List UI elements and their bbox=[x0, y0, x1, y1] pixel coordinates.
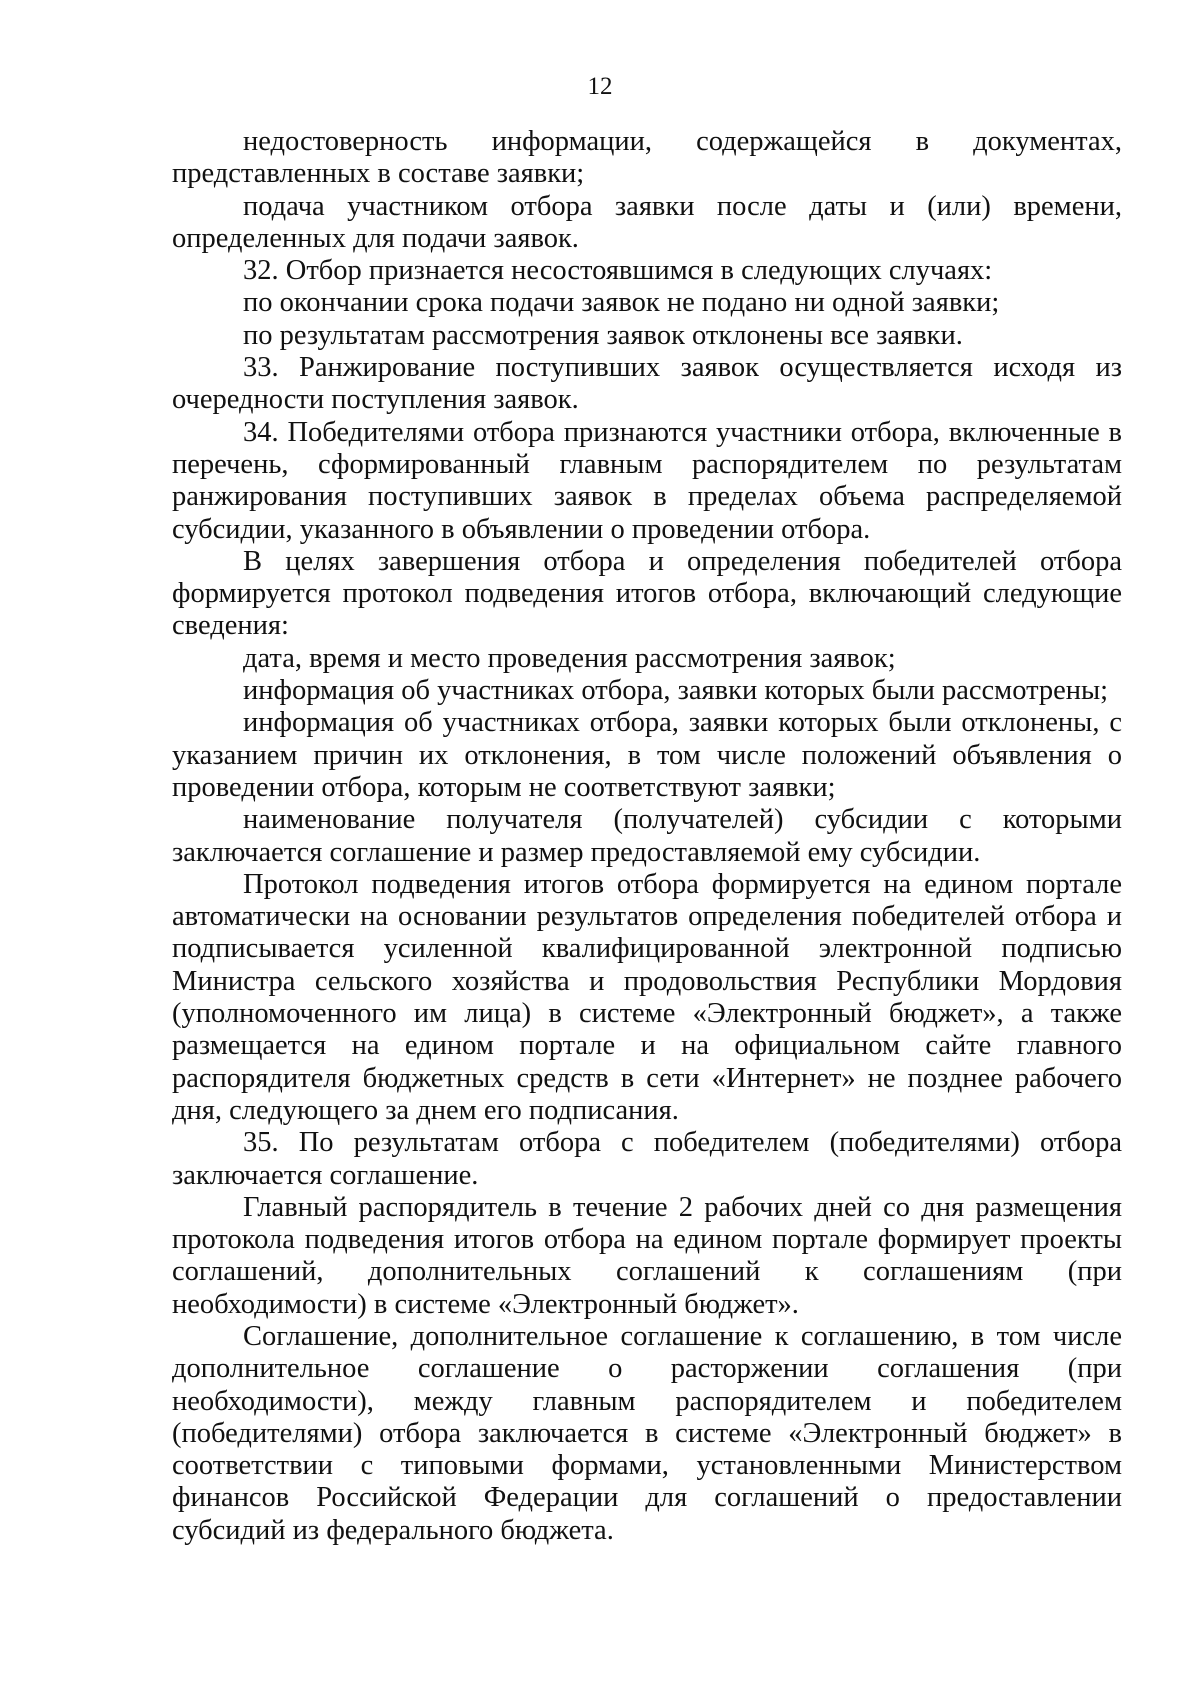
paragraph: Главный распорядитель в течение 2 рабочих дней со дня размещения протокола подведения итогов отбора на едином портале формирует проекты соглашений, дополнительных соглашений к соглашениям (при необходимости) в системе «Электронный бюджет». bbox=[172, 1191, 1122, 1320]
paragraph: дата, время и место проведения рассмотрения заявок; bbox=[243, 642, 896, 674]
paragraph: 32. Отбор признается несостоявшимся в следующих случаях: bbox=[243, 255, 993, 287]
paragraph: по результатам рассмотрения заявок отклонены все заявки. bbox=[243, 319, 963, 351]
paragraph: 34. Победителями отбора признаются участники отбора, включенные в перечень, сформированный главным распорядителем по результатам ранжирования поступивших заявок в пределах объема распределяемой субсидии, указанного в объявлении о проведении отбора. bbox=[172, 416, 1122, 545]
paragraph: недостоверность информации, содержащейся в документах, представленных в составе заявки; bbox=[172, 126, 1122, 190]
paragraph: информация об участниках отбора, заявки которых были отклонены, с указанием причин их отклонения, в том числе положений объявления о проведении отбора, которым не соответствуют заявки; bbox=[172, 707, 1122, 803]
paragraph: наименование получателя (получателей) субсидии с которыми заключается соглашение и размер предоставляемой ему субсидии. bbox=[172, 804, 1122, 868]
paragraph: Соглашение, дополнительное соглашение к соглашению, в том числе дополнительное соглашение о расторжении соглашения (при необходимости), между главным распорядителем и победителем (победителями) отбора заключается в системе «Электронный бюджет» в соответствии с типовыми формами, установленными Министерством финансов Российской Федерации для соглашений о предоставлении субсидий из федерального бюджета. bbox=[172, 1320, 1122, 1546]
paragraph: по окончании срока подачи заявок не подано ни одной заявки; bbox=[243, 287, 1000, 319]
paragraph: Протокол подведения итогов отбора формируется на едином портале автоматически на основании результатов определения победителей отбора и подписывается усиленной квалифицированной электронной подписью Министра сельского хозяйства и продовольствия Республики Мордовия (уполномоченного им лица) в системе «Электронный бюджет», а также размещается на едином портале и на официальном сайте главного распорядителя бюджетных средств в сети «Интернет» не позднее рабочего дня, следующего за днем его подписания. bbox=[172, 868, 1122, 1126]
document-body bbox=[172, 126, 1122, 1547]
paragraph: 35. По результатам отбора с победителем (победителями) отбора заключается соглашение. bbox=[172, 1127, 1122, 1191]
paragraph: подача участником отбора заявки после даты и (или) времени, определенных для подачи заявок. bbox=[172, 190, 1122, 254]
paragraph: информация об участниках отбора, заявки которых были рассмотрены; bbox=[243, 675, 1109, 707]
page-number: 12 bbox=[587, 73, 613, 100]
paragraph: В целях завершения отбора и определения победителей отбора формируется протокол подведения итогов отбора, включающий следующие сведения: bbox=[172, 545, 1122, 642]
paragraph: 33. Ранжирование поступивших заявок осуществляется исходя из очередности поступления заявок. bbox=[172, 352, 1122, 416]
